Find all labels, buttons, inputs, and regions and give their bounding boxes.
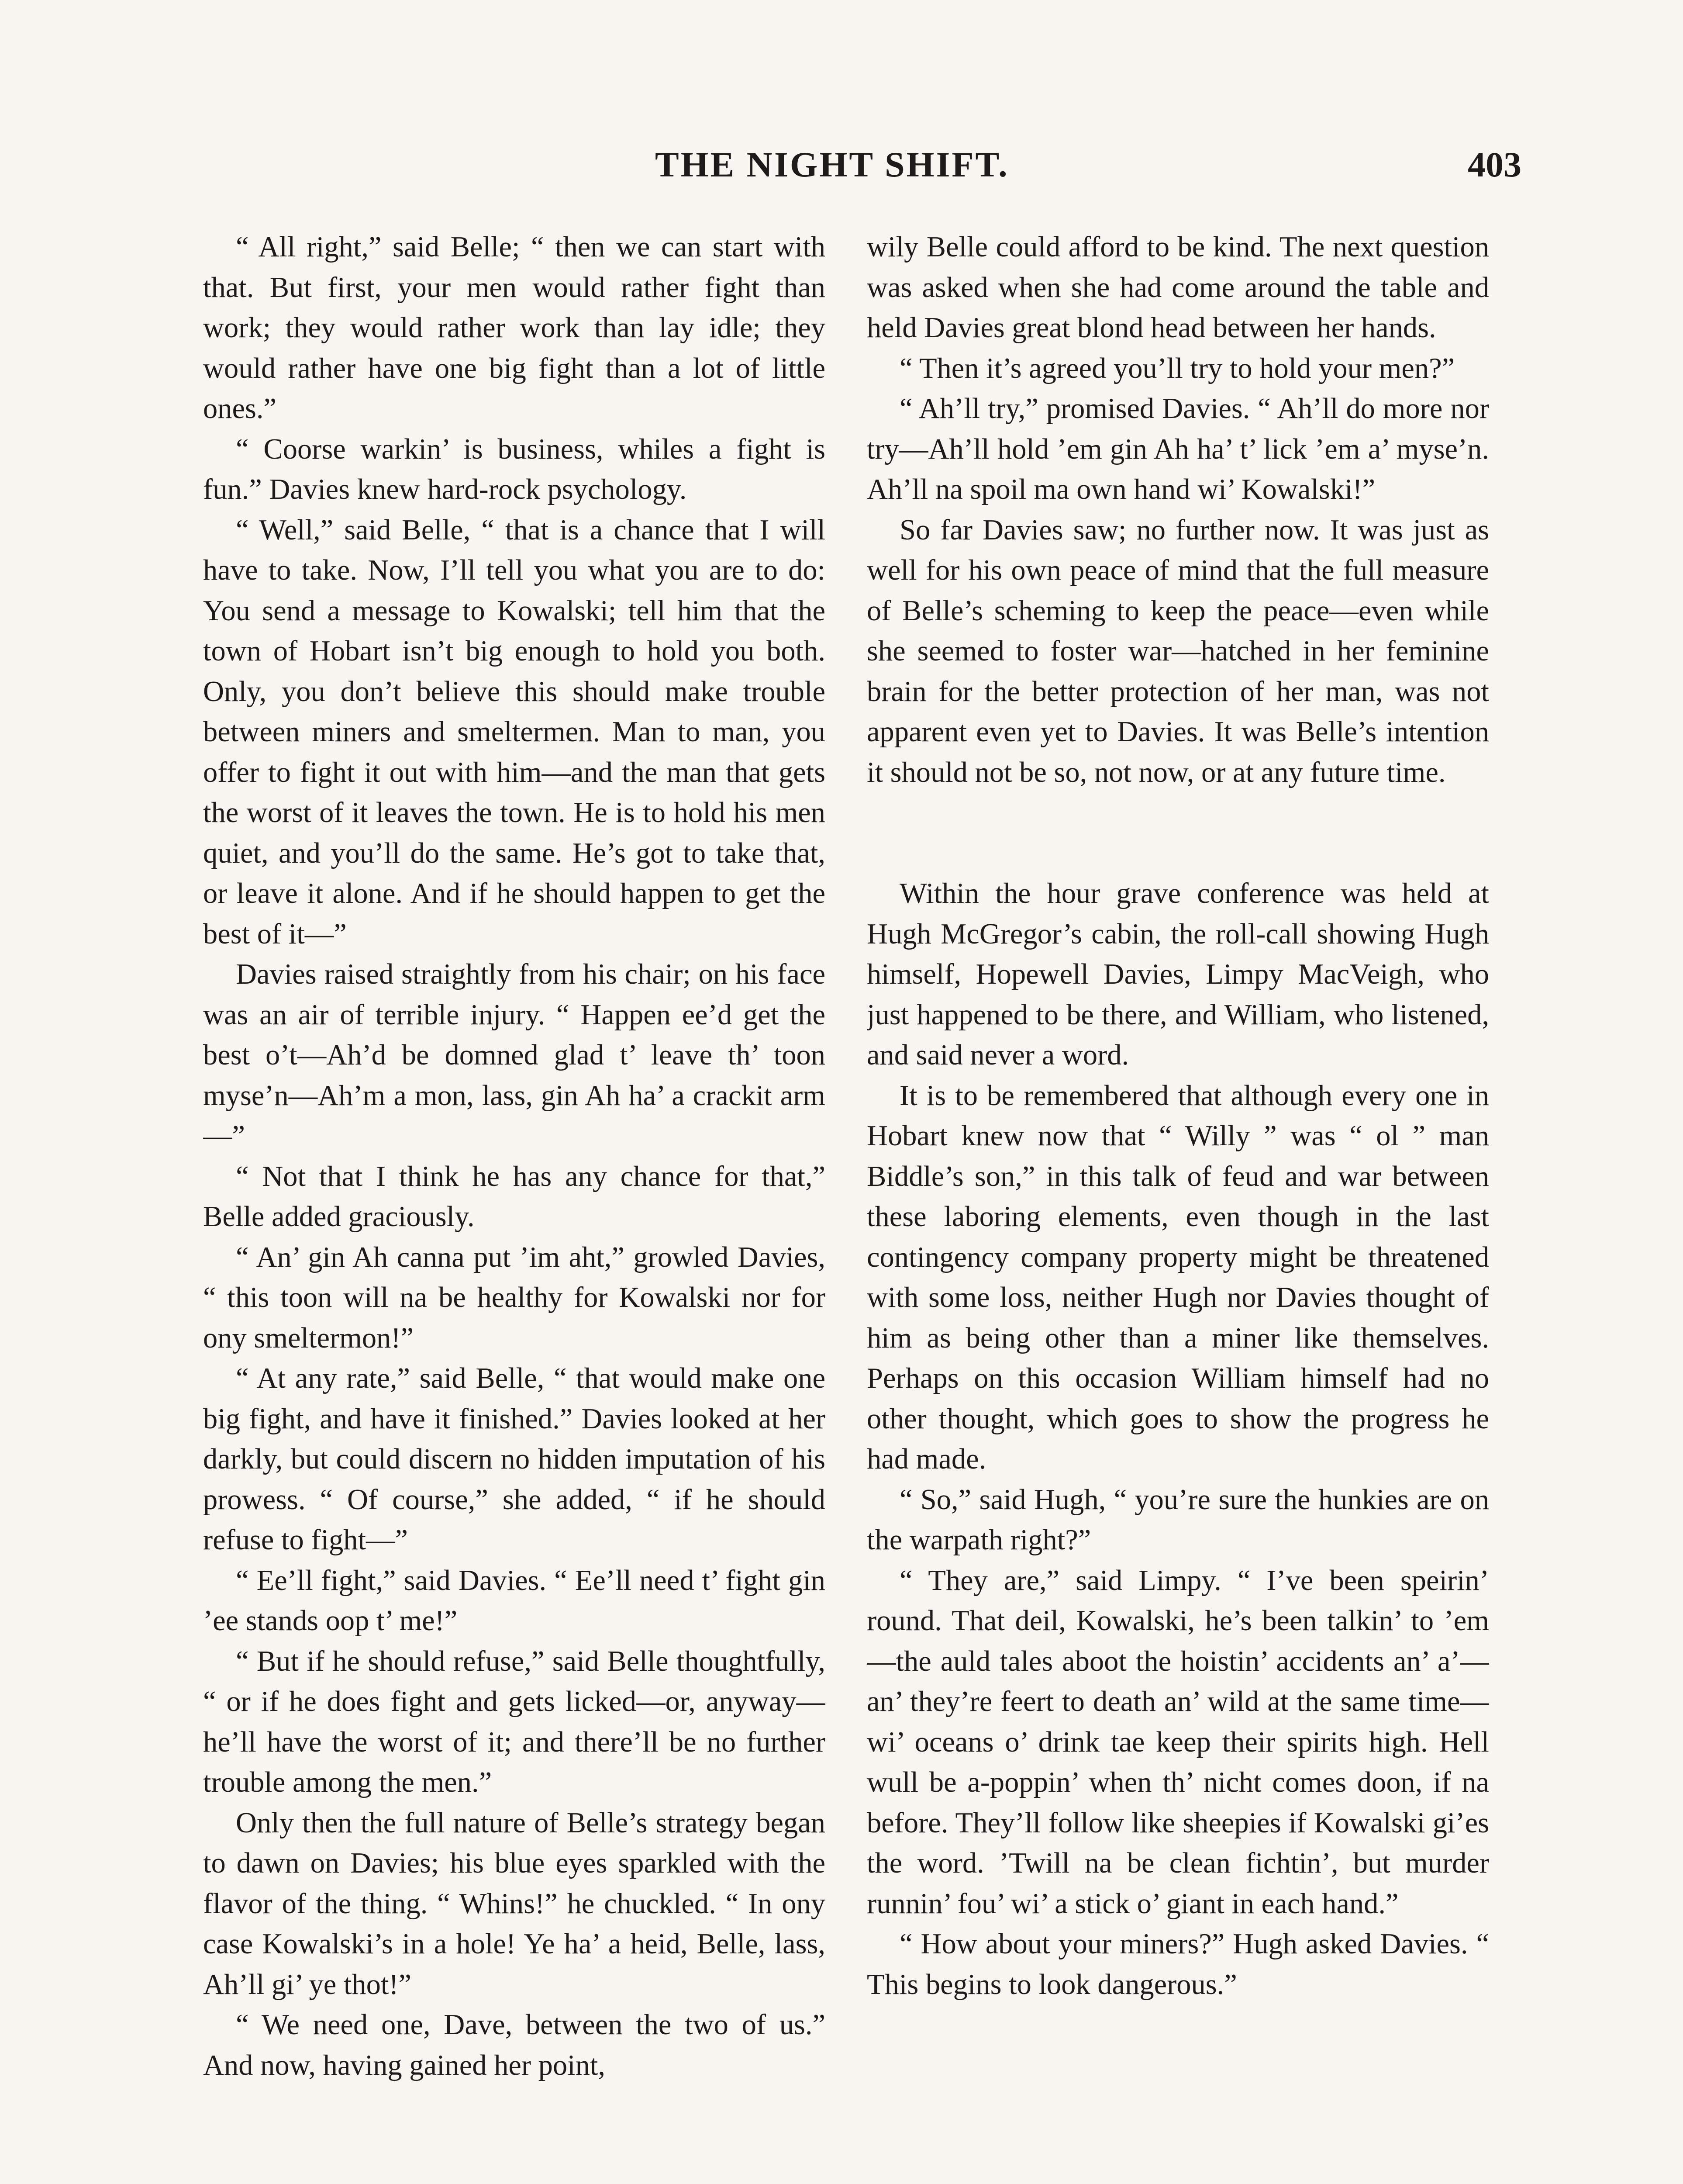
paragraph: “ Then it’s agreed you’ll try to hold your men?” [900, 352, 1455, 384]
paragraph: “ All right,” said Belle; “ then we can start with that. But first, your men would rather fight than work; they would rather work than lay idle; they would rather have one big fight than a lot of little ones.” [203, 231, 825, 425]
paragraph: “ Coorse warkin’ is business, whiles a fight is fun.” Davies knew hard-rock psychology. [203, 433, 825, 505]
paragraph-continued: wily Belle could afford to be kind. The next question was asked when she had come around the table and held Davies great blond head between her hands. [867, 231, 1489, 344]
paragraph: Davies raised straightly from his chair; on his face was an air of terrible injury. “ Happen ee’d get the best o’t—Ah’d be domned glad t’ leave th’ toon myse’n—Ah’m a mon, lass, gin Ah ha’ a crackit arm—” [203, 958, 825, 1152]
right-column [867, 227, 1489, 2184]
paragraph: Only then the full nature of Belle’s strategy began to dawn on Davies; his blue eyes sparkled with the flavor of the thing. “ Whins!” he chuckled. “ In ony case Kowalski’s in a hole! Ye ha’ a heid, Belle, lass, Ah’ll gi’ ye thot!” [203, 1807, 825, 2001]
paragraph: “ Ah’ll try,” promised Davies. “ Ah’ll do more nor try—Ah’ll hold ’em gin Ah ha’ t’ lick ’em a’ myse’n. Ah’ll na spoil ma own hand wi’ Kowalski!” [867, 393, 1489, 505]
running-head: THE NIGHT SHIFT. [655, 145, 1009, 184]
paragraph: “ Ee’ll fight,” said Davies. “ Ee’ll need t’ fight gin ’ee stands oop t’ me!” [203, 1564, 825, 1637]
paragraph: “ Not that I think he has any chance for that,” Belle added graciously. [203, 1160, 825, 1233]
paragraph: So far Davies saw; no further now. It was just as well for his own peace of mind that the full measure of Belle’s scheming to keep the peace—even while she seemed to foster war—hatched in her feminine brain for the better protection of her man, was not apparent even yet to Davies. It was Belle’s intention it should not be so, not now, or at any future time. [867, 514, 1489, 788]
left-column [203, 227, 825, 2184]
paragraph: “ At any rate,” said Belle, “ that would make one big fight, and have it finished.” Davies looked at her darkly, but could discern no hidden imputation of his prowess. “ Of course,” she added, “ if he should refuse to fight—” [203, 1362, 825, 1556]
paragraph: “ But if he should refuse,” said Belle thoughtfully, “ or if he does fight and gets licked—or, anyway—he’ll have the worst of it; and there’ll be no further trouble among the men.” [203, 1645, 825, 1798]
paragraph: “ An’ gin Ah canna put ’im aht,” growled Davies, “ this toon will na be healthy for Kowalski nor for ony smeltermon!” [203, 1241, 825, 1354]
paragraph: “ Well,” said Belle, “ that is a chance that I will have to take. Now, I’ll tell you what you are to do: You send a message to Kowalski; tell him that the town of Hobart isn’t big enough to hold you both. Only, you don’t believe this should make trouble between miners and smeltermen. Man to man, you offer to fight it out with him—and the man that gets the worst of it leaves the town. He is to hold his men quiet, and you’ll do the same. He’s got to take that, or leave it alone. And if he should happen to get the best of it—” [203, 514, 825, 950]
paragraph: “ They are,” said Limpy. “ I’ve been speirin’ round. That deil, Kowalski, he’s been talkin’ to ’em—the auld tales aboot the hoistin’ accidents an’ a’—an’ they’re feert to death an’ wild at the same time—wi’ oceans o’ drink tae keep their spirits high. Hell wull be a-poppin’ when th’ nicht comes doon, if na before. They’ll follow like sheepies if Kowalski gi’es the word. ’Twill na be clean fichtin’, but murder runnin’ fou’ wi’ a stick o’ giant in each hand.” [867, 1564, 1489, 1920]
paragraph: “ So,” said Hugh, “ you’re sure the hunkies are on the warpath right?” [867, 1483, 1489, 1556]
paragraph-section-start: Within the hour grave conference was held at Hugh McGregor’s cabin, the roll-call showing Hugh himself, Hopewell Davies, Limpy MacVeigh, who just happened to be there, and William, who listened, and said never a word. [867, 878, 1489, 1071]
paragraph: “ We need one, Dave, between the two of us.” And now, having gained her point, [203, 2009, 825, 2081]
paragraph: It is to be remembered that although every one in Hobart knew now that “ Willy ” was “ ol ” man Biddle’s son,” in this talk of feud and war between these laboring elements, even though in the last contingency company property might be threatened with some loss, neither Hugh nor Davies thought of him as being other than a miner like themselves. Perhaps on this occasion William himself had no other thought, which goes to show the progress he had made. [867, 1079, 1489, 1475]
paragraph: “ How about your miners?” Hugh asked Davies. “ This begins to look dangerous.” [867, 1928, 1489, 2001]
page-number: 403 [1468, 145, 1521, 184]
